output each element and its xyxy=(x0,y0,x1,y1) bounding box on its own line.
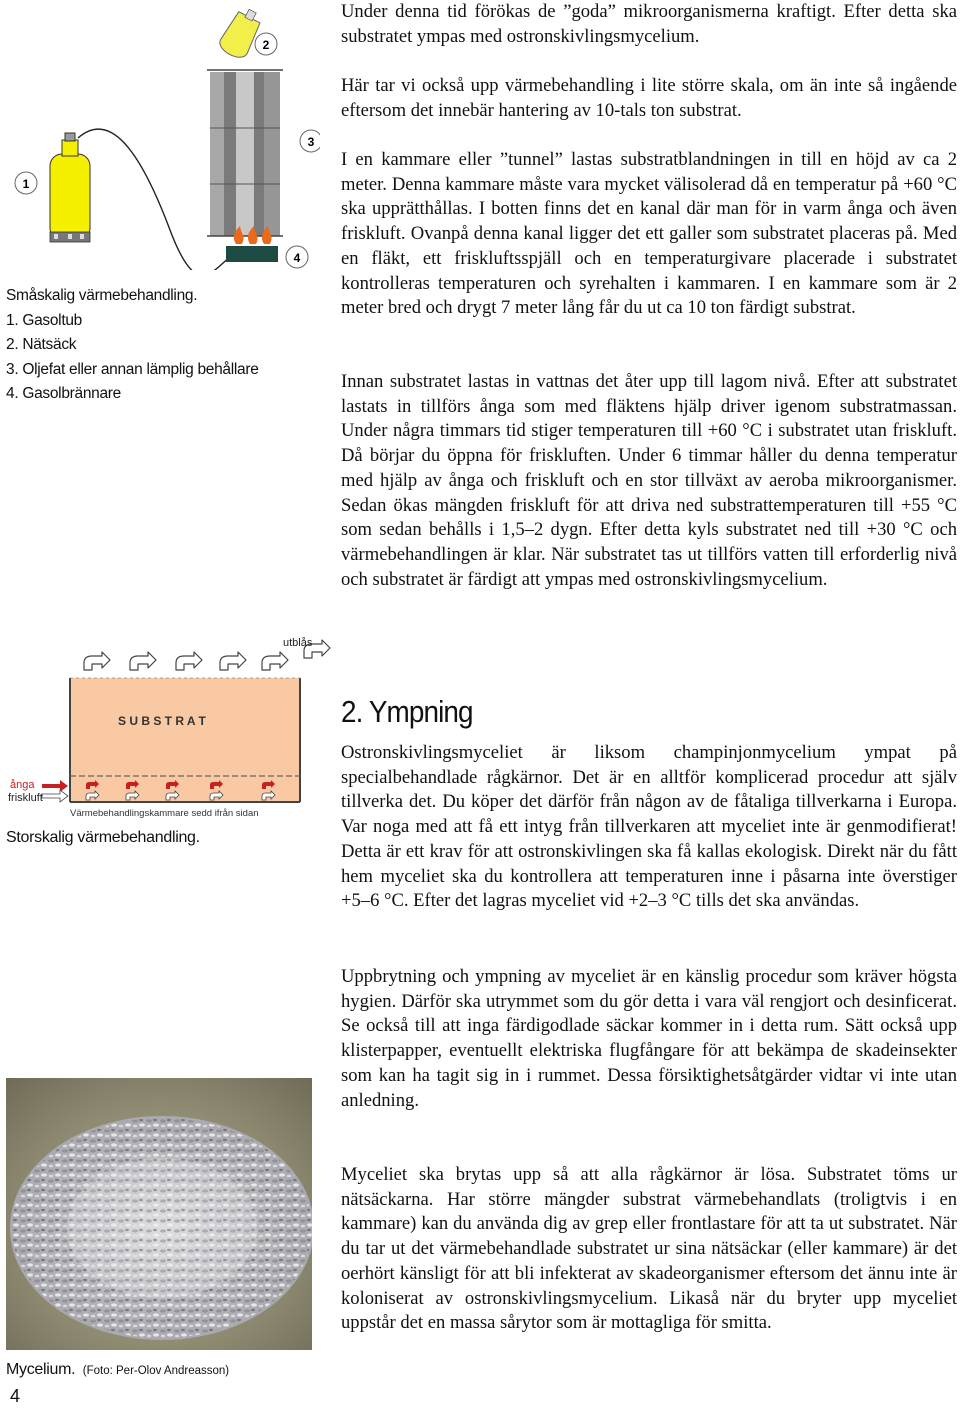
paragraph-mycelium-intro: Ostronskivlingsmyceliet är liksom champinjonmycelium ympat på specialbehandlade rågkärnor. Det är en alltför komplicerad procedur att själv tillverka det. Du köper det därför från någon av de fåtaliga tillverkarna i Europa. Var noga med att få ett intyg från tillverkaren att myceliet inte är genmodifierat! Detta är ett krav för att ostronskivlingen ska få kallas ekologisk. Direkt när du fått hem myceliet ska du kontrollera att temperaturen inne i påsarna inte överstiger +5–6 °C. Efter det lagras myceliet vid +2–3 °C tills det ska användas. xyxy=(341,742,957,912)
photo-credit: (Foto: Per-Olov Andreasson) xyxy=(82,1365,230,1377)
paragraph-breaking-up: Myceliet ska brytas upp så att alla rågkärnor är lösa. Substratet töms ur nätsäckarna. Har större mängder substrat värmebehandlats (troligtvis i en kammare) kan du använda dig av grep eller frontlastare för att ta ut substratet. När du tar ut det värmebehandlade substratet ur sina nätsäckar (eller kammare) är det oerhört känsligt för att bli infekterat av skadeorganismer eftersom det ännu inte är koloniserat av ostronskivlingsmycelium. Likaså när du bryter upp myceliet uppstår det en massa sårytor som är mottagliga för smitta. xyxy=(341,1164,957,1334)
large-scale-diagram xyxy=(0,630,340,830)
section-heading: 2. Ympning xyxy=(341,694,473,729)
paragraph-hygiene: Uppbrytning och ympning av myceliet är en känslig procedur som kräver högsta hygien. Därför ska utrymmet som du gör detta i vara väl rengjort och desinficerat. Se också till att inga färdigodlade säckar kommer in i detta rum. Sätt också upp klisterpapper, eventuellt elektriska flugfångare för att bekämpa de skadeinsekter som kan ha tagit sig in i rummet. Dessa försiktighetsåtgärder vidtar vi inte utan anledning. xyxy=(341,966,957,1111)
paragraph-large-scale: Här tar vi också upp värmebehandling i lite större skala, om än inte så ingående eftersom det innebär hantering av 10-tals ton substrat. xyxy=(341,75,957,121)
marker-4: 4 xyxy=(293,251,301,265)
oil-barrel-illustration xyxy=(207,70,283,236)
photo-caption xyxy=(6,1361,229,1379)
marker-2: 2 xyxy=(262,38,270,52)
caption-item-barrel: 3. Oljefat eller annan lämplig behållare xyxy=(6,360,259,378)
marker-3: 3 xyxy=(307,135,315,149)
caption-item-burner: 4. Gasolbrännare xyxy=(6,385,121,402)
substrate-label: S U B S T R A T xyxy=(118,714,206,728)
photo-caption-title: Mycelium. xyxy=(6,1361,76,1378)
gas-tube-illustration xyxy=(50,133,90,242)
chamber-note: Värmebehandlingskammare sedd ifrån sidan xyxy=(70,808,259,819)
page-number: 4 xyxy=(10,1386,21,1406)
caption-item-net-sack: 2. Nätsäck xyxy=(6,336,77,353)
steam-label: ånga xyxy=(10,779,35,791)
paragraph-chamber: I en kammare eller ”tunnel” lastas substratblandningen in till en höjd av ca 2 meter. Denna kammare måste vara mycket välisolerad då en temperatur på +60 °C ska upprätthållas. I botten finns det en kanal där man för in varm ånga och även friskluft. Ovanpå denna kanal ligger det ett galler som substratet placeras på. Med en fläkt, ett friskluftsspjäll och en temperaturgivare placerade i substratet kontrolleras temperaturen och syrehalten i kammaren. I en kammare som är 2 meter bred och drygt 7 meter lång får du ut ca 10 ton färdigt substrat. xyxy=(341,149,957,319)
marker-1: 1 xyxy=(22,177,30,191)
caption-item-gas-tube: 1. Gasoltub xyxy=(6,311,82,329)
paragraph-process: Innan substratet lastas in vattnas det åter upp till lagom nivå. Efter att substratet lastats in tillförs ånga som med fläktens hjälp driver igenom substratmassan. Under några timmars tid stiger temperaturen till +60 °C i substratet utan friskluft. Då börjar du öppna för friskluften. Under 6 timmar håller du denna temperatur med hjälp av ånga och friskluft och en stor tillväxt av aeroba mikroorganismer. Sedan ökas mängden friskluft för att driva ned substrattemperaturen till +55 °C som sedan behålls i 1,5–2 dygn. Efter detta kyls substratet ned till +30 °C och värmebehandlingen är klar. När substratet tas ut tillförs vatten till erforderlig nivå och substratet är färdigt att ympas med ostronskivlingsmycelium. xyxy=(341,371,957,590)
outlet-label: utblås xyxy=(283,637,313,649)
net-sack-illustration xyxy=(216,4,265,61)
small-scale-diagram xyxy=(0,0,320,270)
large-scale-caption: Storskalig värmebehandling. xyxy=(6,829,200,846)
fresh-air-label: friskluft xyxy=(8,792,43,804)
steam-feed-arrow xyxy=(42,780,68,792)
paragraph-intro: Under denna tid förökas de ”goda” mikroorganismerna kraftigt. Efter detta ska substratet ympas med ostronskivlingsmycelium. xyxy=(341,1,957,47)
air-feed-arrow xyxy=(42,790,68,802)
small-scale-caption xyxy=(6,284,259,407)
small-scale-title: Småskalig värmebehandling. xyxy=(6,287,198,304)
mycelium-photo xyxy=(6,1078,312,1350)
